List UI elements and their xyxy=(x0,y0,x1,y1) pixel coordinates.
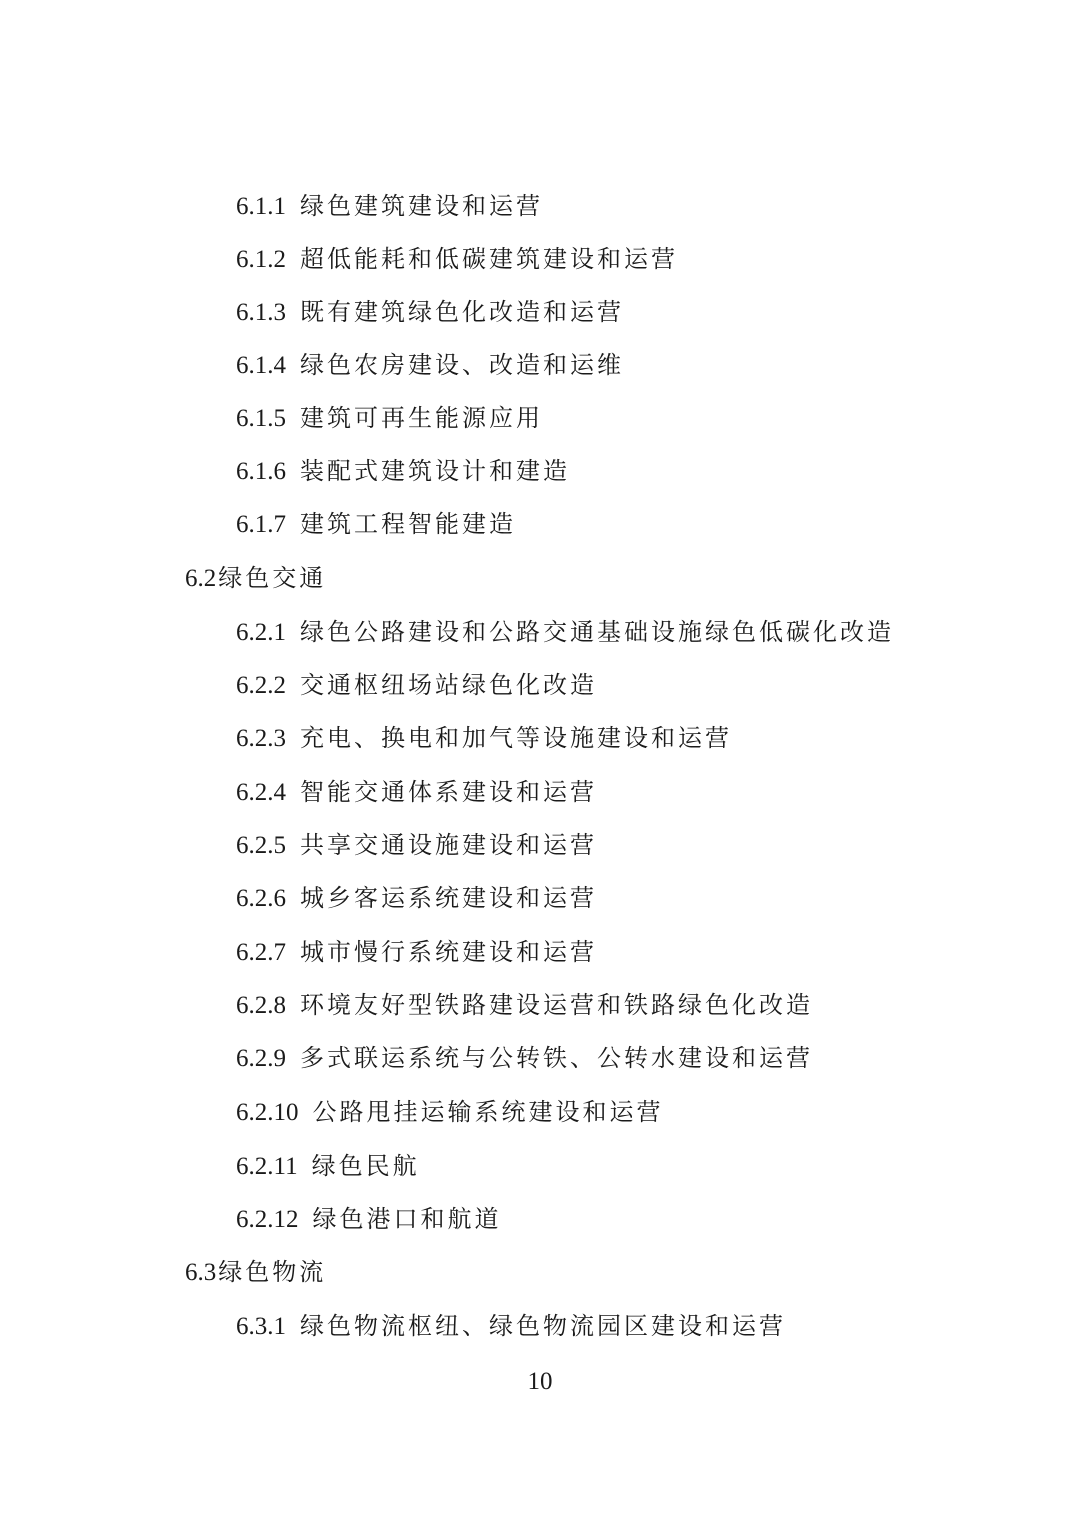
toc-entry xyxy=(236,1038,813,1078)
entry-number: 6.2.3 xyxy=(236,725,286,752)
entry-title: 超低能耗和低碳建筑建设和运营 xyxy=(300,245,678,273)
toc-entry xyxy=(236,239,678,279)
toc-entry xyxy=(236,504,516,544)
toc-entry xyxy=(236,718,732,758)
toc-entry xyxy=(236,612,894,652)
entry-title: 绿色港口和航道 xyxy=(312,1205,502,1233)
toc-entry xyxy=(236,985,813,1025)
entry-number: 6.2.7 xyxy=(236,939,286,966)
toc-entry xyxy=(236,932,597,972)
entry-number: 6.2.9 xyxy=(236,1045,286,1072)
entry-title: 共享交通设施建设和运营 xyxy=(300,831,597,859)
entry-title: 绿色物流枢纽、绿色物流园区建设和运营 xyxy=(300,1312,786,1340)
entry-title: 充电、换电和加气等设施建设和运营 xyxy=(300,724,732,752)
entry-number: 6.2.2 xyxy=(236,672,286,699)
toc-entry xyxy=(236,1146,420,1186)
entry-title: 装配式建筑设计和建造 xyxy=(300,457,570,485)
entry-number: 6.1.2 xyxy=(236,246,286,273)
entry-title: 建筑可再生能源应用 xyxy=(300,404,543,432)
toc-entry xyxy=(236,878,597,918)
entry-title: 多式联运系统与公转铁、公转水建设和运营 xyxy=(300,1044,813,1072)
entry-number: 6.1.7 xyxy=(236,511,286,538)
toc-entry xyxy=(236,451,570,491)
entry-number: 6.3.1 xyxy=(236,1313,286,1340)
toc-entry xyxy=(236,772,597,812)
entry-number: 6.1.4 xyxy=(236,352,286,379)
entry-number: 6.2.11 xyxy=(236,1153,298,1180)
toc-entry xyxy=(236,345,624,385)
entry-title: 绿色农房建设、改造和运维 xyxy=(300,351,624,379)
entry-title: 城市慢行系统建设和运营 xyxy=(300,938,597,966)
entry-number: 6.2.5 xyxy=(236,832,286,859)
section-number: 6.3 xyxy=(185,1259,217,1286)
entry-number: 6.2.10 xyxy=(236,1099,299,1126)
entry-number: 6.1.5 xyxy=(236,405,286,432)
entry-number: 6.2.1 xyxy=(236,619,286,646)
toc-entry xyxy=(236,1199,502,1239)
toc-entry xyxy=(236,292,624,332)
entry-title: 绿色建筑建设和运营 xyxy=(300,192,543,220)
entry-title: 智能交通体系建设和运营 xyxy=(300,778,597,806)
page-number: 10 xyxy=(527,1368,553,1395)
toc-entry xyxy=(236,1306,786,1346)
toc-entry xyxy=(236,1092,664,1132)
entry-title: 环境友好型铁路建设运营和铁路绿色化改造 xyxy=(300,991,813,1019)
entry-number: 6.1.6 xyxy=(236,458,286,485)
entry-title: 绿色公路建设和公路交通基础设施绿色低碳化改造 xyxy=(300,618,894,646)
toc-entry xyxy=(236,398,543,438)
toc-entry xyxy=(236,665,597,705)
entry-title: 既有建筑绿色化改造和运营 xyxy=(300,298,624,326)
entry-number: 6.1.3 xyxy=(236,299,286,326)
entry-number: 6.2.4 xyxy=(236,779,286,806)
entry-title: 绿色民航 xyxy=(311,1152,420,1180)
toc-entry xyxy=(236,825,597,865)
section-number: 6.2 xyxy=(185,565,217,592)
toc-section-heading xyxy=(185,558,326,598)
entry-number: 6.2.8 xyxy=(236,992,286,1019)
toc-entry xyxy=(236,186,543,226)
toc-section-heading xyxy=(185,1252,326,1292)
entry-number: 6.2.12 xyxy=(236,1206,299,1233)
entry-title: 建筑工程智能建造 xyxy=(300,510,516,538)
entry-number: 6.1.1 xyxy=(236,193,286,220)
section-title: 绿色交通 xyxy=(218,564,327,592)
entry-title: 城乡客运系统建设和运营 xyxy=(300,884,597,912)
entry-number: 6.2.6 xyxy=(236,885,286,912)
entry-title: 公路甩挂运输系统建设和运营 xyxy=(312,1098,664,1126)
section-title: 绿色物流 xyxy=(218,1258,327,1286)
entry-title: 交通枢纽场站绿色化改造 xyxy=(300,671,597,699)
